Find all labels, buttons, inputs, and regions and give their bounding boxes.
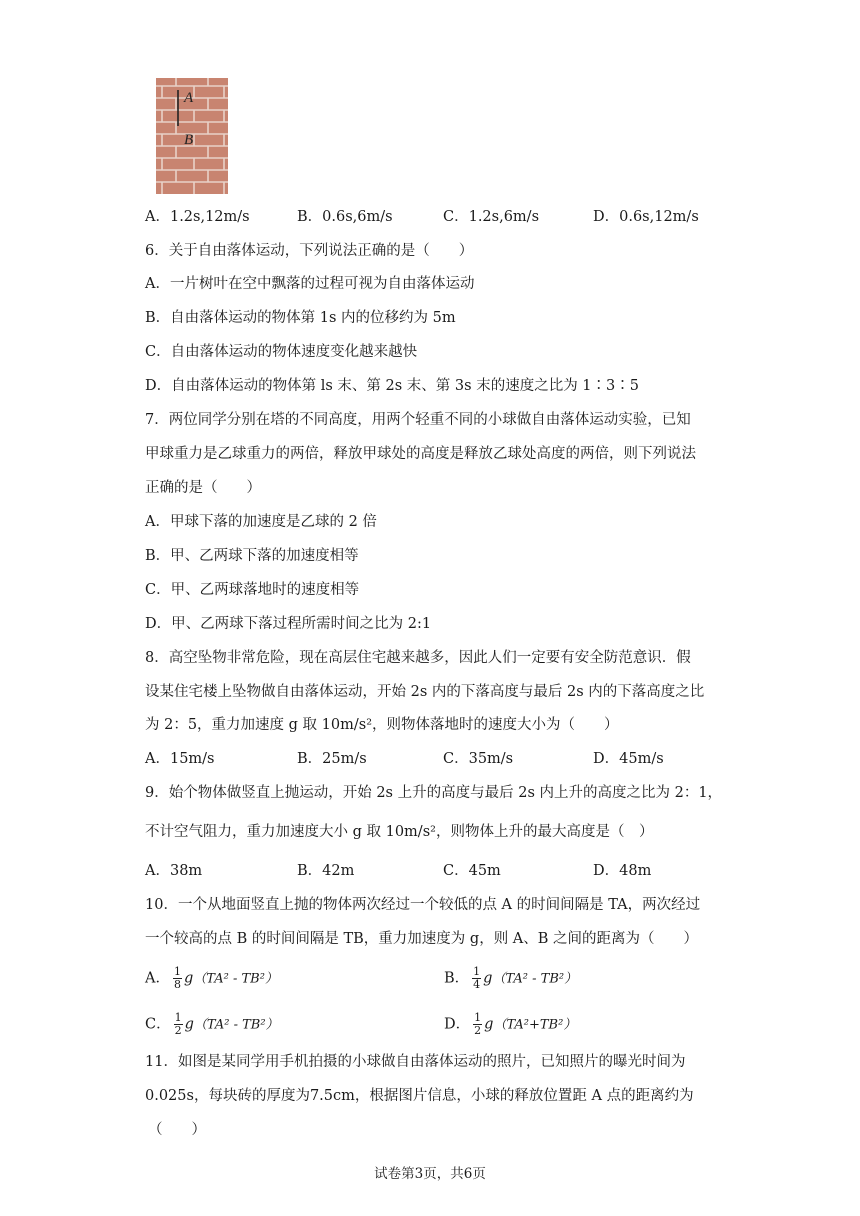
q8-option-d[interactable]: D．45m/s [593, 751, 664, 767]
q10-option-d[interactable] [444, 1012, 576, 1037]
fraction-numerator: 1 [173, 965, 181, 978]
q6-stem: 6．关于自由落体运动，下列说法正确的是（ ） [145, 243, 474, 259]
q8-stem-line-1: 8．高空坠物非常危险，现在高层住宅越来越多，因此人们一定要有安全防范意识．假 [145, 650, 691, 666]
point-a-label: A [184, 90, 194, 106]
q10-option-d-fraction [473, 1012, 482, 1037]
brick-wall-image [156, 78, 228, 194]
q7-option-b[interactable]: B．甲、乙两球下落的加速度相等 [145, 548, 359, 564]
q10-option-a[interactable] [145, 966, 278, 991]
q8-option-c[interactable]: C．35m/s [443, 751, 514, 767]
q10-option-a-expr: （TA² - TB²） [193, 971, 278, 987]
q10-option-c-var: g [184, 1016, 194, 1033]
q7-option-c[interactable]: C．甲、乙两球落地时的速度相等 [145, 582, 360, 598]
q10-option-c-expr: （TA² - TB²） [193, 1017, 279, 1033]
q5-option-a[interactable]: A．1.2s,12m/s [145, 209, 250, 225]
q5-option-b[interactable]: B．0.6s,6m/s [297, 209, 393, 225]
q5-option-c[interactable]: C．1.2s,6m/s [443, 209, 540, 225]
q6-option-b[interactable]: B．自由落体运动的物体第 1s 内的位移约为 5m [145, 310, 456, 326]
q7-option-d[interactable]: D．甲、乙两球下落过程所需时间之比为 2:1 [145, 616, 432, 632]
q9-option-c[interactable]: C．45m [443, 863, 501, 879]
q10-option-d-expr: （TA²+TB²） [493, 1017, 577, 1033]
q8-option-a[interactable]: A．15m/s [145, 751, 215, 767]
q9-option-b[interactable]: B．42m [297, 863, 355, 879]
q11-stem-line-3: （ ） [148, 1122, 206, 1138]
fraction-numerator: 1 [474, 1011, 482, 1024]
fraction-denominator: 8 [173, 978, 181, 991]
fraction-denominator: 2 [174, 1024, 182, 1037]
fraction-numerator: 1 [473, 965, 481, 978]
q8-stem-line-3: 为 2：5，重力加速度 g 取 10m/s²，则物体落地时的速度大小为（ ） [145, 717, 619, 733]
q10-option-b[interactable] [444, 966, 577, 991]
q8-option-b[interactable]: B．25m/s [297, 751, 367, 767]
q10-option-c-fraction [174, 1012, 183, 1037]
q10-option-b-expr: （TA² - TB²） [492, 971, 578, 987]
fraction-denominator: 2 [474, 1024, 482, 1037]
q10-option-a-fraction [173, 966, 182, 991]
q7-stem-line-3: 正确的是（ ） [145, 480, 261, 496]
q10-option-d-var: g [484, 1016, 494, 1033]
q11-stem-line-1: 11．如图是某同学用手机拍摄的小球做自由落体运动的照片，已知照片的曝光时间为 [145, 1054, 686, 1070]
q10-option-c-letter: C． [145, 1016, 171, 1033]
q6-option-a[interactable]: A．一片树叶在空中飘落的过程可视为自由落体运动 [145, 276, 475, 292]
q10-option-a-var: g [183, 970, 194, 987]
q11-stem-line-2: 0.025s，每块砖的厚度为7.5cm，根据图片信息，小球的释放位置距 A 点的距离约为 [145, 1088, 694, 1104]
q9-stem-line-2: 不计空气阻力，重力加速度大小 g 取 10m/s²，则物体上升的最大高度是（ ） [145, 824, 654, 840]
point-b-label: B [184, 132, 194, 148]
brick-wall-figure [156, 78, 228, 194]
q9-option-d[interactable]: D．48m [593, 863, 652, 879]
q10-option-a-letter: A． [145, 970, 170, 987]
page-footer: 试卷第3页，共6页 [374, 1166, 486, 1182]
q8-stem-line-2: 设某住宅楼上坠物做自由落体运动，开始 2s 内的下落高度与最后 2s 内的下落高度之比 [145, 684, 705, 700]
q5-option-d[interactable]: D．0.6s,12m/s [593, 209, 699, 225]
q10-option-c[interactable] [145, 1012, 279, 1037]
q10-option-b-fraction [472, 966, 481, 991]
q9-stem-line-1: 9．始个物体做竖直上抛运动，开始 2s 上升的高度与最后 2s 内上升的高度之比为 2：1， [145, 785, 723, 801]
q7-option-a[interactable]: A．甲球下落的加速度是乙球的 2 倍 [145, 514, 377, 530]
q6-option-c[interactable]: C．自由落体运动的物体速度变化越来越快 [145, 344, 418, 360]
q10-option-d-letter: D． [444, 1016, 471, 1033]
q10-option-b-var: g [483, 970, 493, 987]
q7-stem-line-2: 甲球重力是乙球重力的两倍，释放甲球处的高度是释放乙球处高度的两倍，则下列说法 [145, 446, 696, 462]
q9-option-a[interactable]: A．38m [145, 863, 203, 879]
q10-option-b-letter: B． [444, 970, 470, 987]
q7-stem-line-1: 7．两位同学分别在塔的不同高度，用两个轻重不同的小球做自由落体运动实验，已知 [145, 412, 691, 428]
q6-option-d[interactable]: D．自由落体运动的物体第 ls 末、第 2s 末、第 3s 末的速度之比为 1∶3∶5 [145, 378, 639, 394]
fraction-denominator: 4 [473, 978, 481, 991]
q10-stem-line-1: 10．一个从地面竖直上抛的物体两次经过一个较低的点 A 的时间间隔是 TA，两次经过 [145, 897, 701, 913]
fraction-numerator: 1 [174, 1011, 182, 1024]
q10-stem-line-2: 一个较高的点 B 的时间间隔是 TB，重力加速度为 g，则 A、B 之间的距离为（ ） [145, 931, 699, 947]
